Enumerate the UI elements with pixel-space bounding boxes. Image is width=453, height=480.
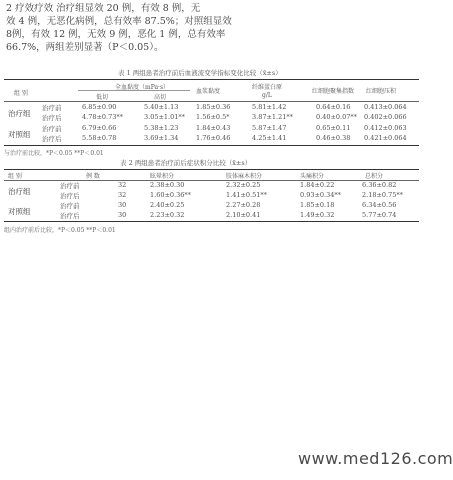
table2-stage: 治疗前	[60, 182, 80, 190]
table1-cell: 6.79±0.66	[82, 124, 117, 132]
table1-top-rule	[4, 79, 419, 80]
table1-stage: 治疗前	[42, 104, 62, 112]
table1-cell: 0.413±0.064	[364, 103, 407, 111]
table2-note: 组内治疗前后比较，*P＜0.05 **P＜0.01	[4, 227, 116, 234]
table1-bottom-rule	[4, 145, 419, 146]
table1-cell: 1.76±0.46	[196, 134, 231, 142]
table2-header-total: 总积分	[365, 173, 384, 180]
table1-stage: 治疗后	[42, 135, 62, 143]
table2-cell: 2.18±0.75**	[362, 191, 403, 199]
table2-cell: 1.41±0.51**	[226, 191, 267, 199]
table2-cell: 1.60±0.36**	[150, 191, 191, 199]
table1-header-hematocrit: 红细胞压积	[366, 88, 397, 95]
table1-cell: 0.40±0.07**	[316, 113, 357, 121]
table2-cell: 2.32±0.25	[226, 181, 261, 189]
table1-cell: 0.64±0.16	[316, 103, 351, 111]
table1-cell: 5.40±1.13	[144, 103, 179, 111]
table2-cell: 1.85±0.18	[300, 201, 335, 209]
table2-cell: 6.36±0.82	[362, 181, 397, 189]
paragraph-line: 66.7%，两组差别显著（P＜0.05）。	[6, 42, 164, 53]
table2-cell: 2.23±0.32	[150, 211, 185, 219]
table1-header-rule	[4, 101, 419, 102]
table1-header-group: 组 别	[14, 90, 28, 97]
body-paragraph	[6, 2, 306, 54]
table2-cell: 5.77±0.74	[362, 211, 397, 219]
table2-header-numbness: 肢体麻木积分	[226, 173, 263, 180]
table1-cell: 1.84±0.43	[196, 124, 231, 132]
table1-stage: 治疗前	[42, 125, 62, 133]
table1-note: 与治疗前比较，*P＜0.05 **P＜0.01	[4, 150, 104, 157]
table1-cell: 5.81±1.42	[252, 103, 287, 111]
table2-cell: 30	[118, 211, 127, 219]
table2-stage: 治疗后	[60, 192, 80, 200]
table1-cell: 5.38±1.23	[144, 124, 179, 132]
table2-cell: 32	[118, 181, 127, 189]
table1-subheader-rule	[78, 90, 190, 91]
table1-cell: 0.421±0.064	[364, 134, 407, 142]
table2-group-name: 治疗组	[8, 187, 31, 196]
table2-cell: 6.34±0.56	[362, 201, 397, 209]
watermark: www.med126.com	[298, 449, 453, 468]
table1-cell: 0.65±0.11	[316, 124, 351, 132]
table2-caption: 表 2 两组患者治疗前后症状积分比较（x̄±s）	[120, 159, 252, 167]
table1-header-low-cut: 低切	[96, 94, 109, 101]
table2-stage: 治疗后	[60, 212, 80, 220]
table2-bottom-rule	[4, 221, 419, 222]
table1-stage: 治疗后	[42, 114, 62, 122]
table2-cell: 32	[118, 191, 127, 199]
table2-cell: 0.93±0.34**	[300, 191, 341, 199]
table1-cell: 0.402±0.066	[364, 113, 407, 121]
table2-header-headache: 头痛积分	[300, 173, 325, 180]
table2-cell: 2.10±0.41	[226, 211, 261, 219]
paragraph-line: 8例，有效 12 例，无效 9 例，恶化 1 例，总有效率	[6, 29, 226, 40]
table2-stage: 治疗前	[60, 202, 80, 210]
table1-cell: 0.412±0.063	[364, 124, 407, 132]
table2-header-group: 组 别	[8, 173, 22, 180]
table2-group-name: 对照组	[8, 207, 31, 216]
table1-cell: 5.58±0.78	[82, 134, 117, 142]
table1-cell: 4.25±1.41	[252, 134, 287, 142]
table2-cell: 2.40±0.25	[150, 201, 185, 209]
paragraph-line: 效 4 例，无恶化病例，总有效率 87.5%；对照组显效	[6, 16, 232, 27]
table1-cell: 6.85±0.90	[82, 103, 117, 111]
table1-cell: 3.87±1.21**	[252, 113, 293, 121]
table1-header-viscosity: 全血黏度（mPa·s）	[115, 84, 170, 91]
table1-header-plasma: 血浆黏度	[196, 88, 221, 95]
table2-header-dizziness: 眩晕积分	[150, 173, 175, 180]
paragraph-line: 2 疗效疗效 治疗组显效 20 例，有效 8 例，无	[6, 3, 201, 14]
table1-cell: 5.87±1.47	[252, 124, 287, 132]
table1-cell: 4.78±0.73**	[82, 113, 123, 121]
table1-header-high-cut: 高切	[154, 94, 167, 101]
table1-group-name: 对照组	[8, 130, 31, 139]
table1-header-aggregation: 红细胞聚集指数	[312, 88, 355, 95]
table2-header-count: 例 数	[86, 173, 100, 180]
table2-top-rule	[4, 169, 419, 170]
table1-caption: 表 1 两组患者治疗前后血液流变学指标变化比较（x̄±s）	[118, 69, 282, 77]
table1-cell: 1.56±0.5*	[196, 113, 230, 121]
table2-cell: 1.84±0.22	[300, 181, 335, 189]
table1-cell: 0.46±0.38	[316, 134, 351, 142]
table2-cell: 2.38±0.30	[150, 181, 185, 189]
table2-cell: 2.27±0.28	[226, 201, 261, 209]
table2-cell: 1.49±0.32	[300, 211, 335, 219]
table1-cell: 1.85±0.36	[196, 103, 231, 111]
table1-header-fibrinogen: 纤维蛋白原	[252, 84, 283, 91]
table1-header-fib-unit: g/L	[262, 92, 272, 99]
table1-cell: 3.69±1.34	[144, 134, 179, 142]
table1-group-name: 治疗组	[8, 109, 31, 118]
table2-cell: 30	[118, 201, 127, 209]
table1-cell: 3.05±1.01**	[144, 113, 185, 121]
